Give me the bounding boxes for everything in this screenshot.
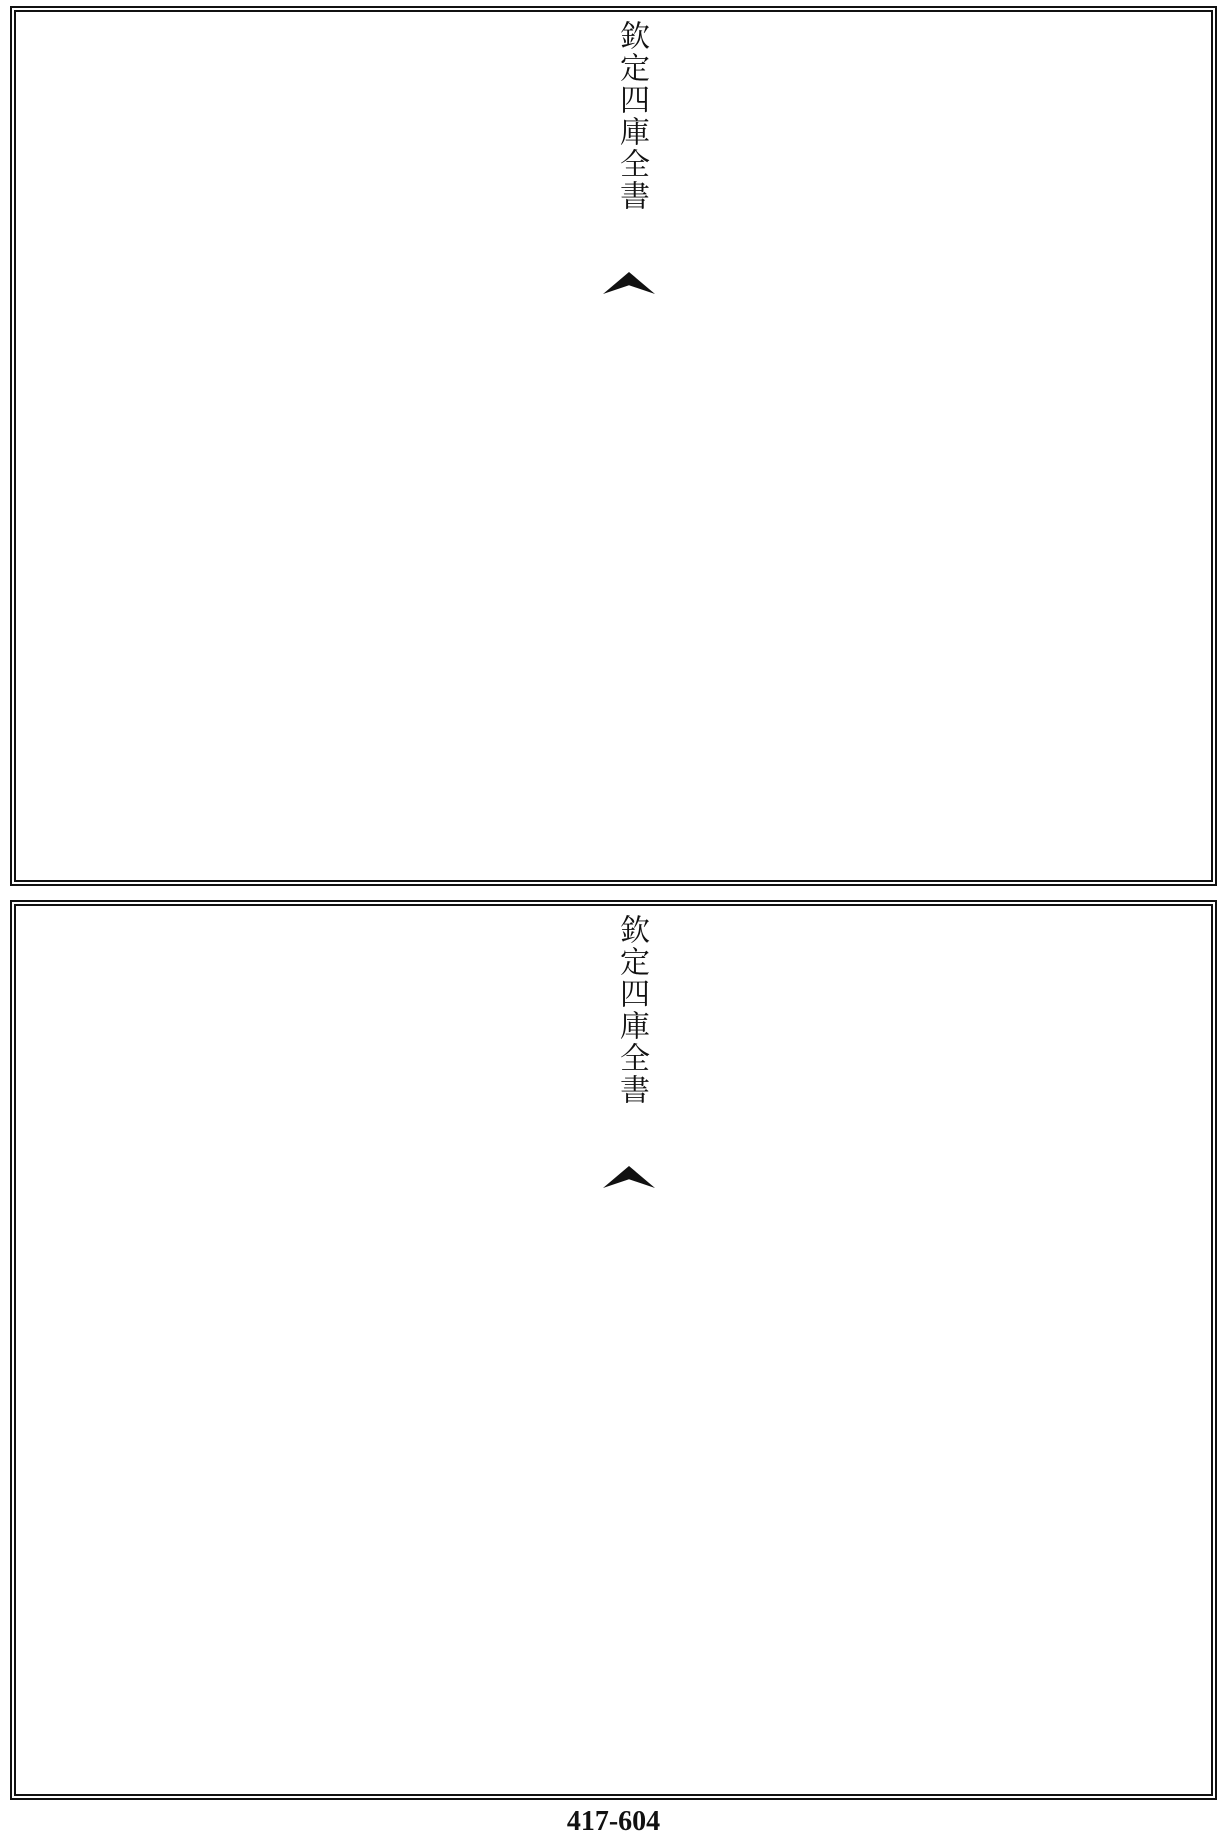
fish-tail-mark-icon: [603, 272, 655, 294]
spine-title: 欽定四庫全書: [614, 914, 649, 1106]
scan-page-number: 417-604: [566, 1806, 661, 1837]
lower-page: [10, 900, 1217, 1800]
lower-page-spine: [599, 906, 659, 1794]
upper-page-spine: [599, 12, 659, 880]
spine-title: 欽定四庫全書: [614, 20, 649, 212]
upper-page: [10, 6, 1217, 886]
fish-tail-mark-icon: [603, 1166, 655, 1188]
